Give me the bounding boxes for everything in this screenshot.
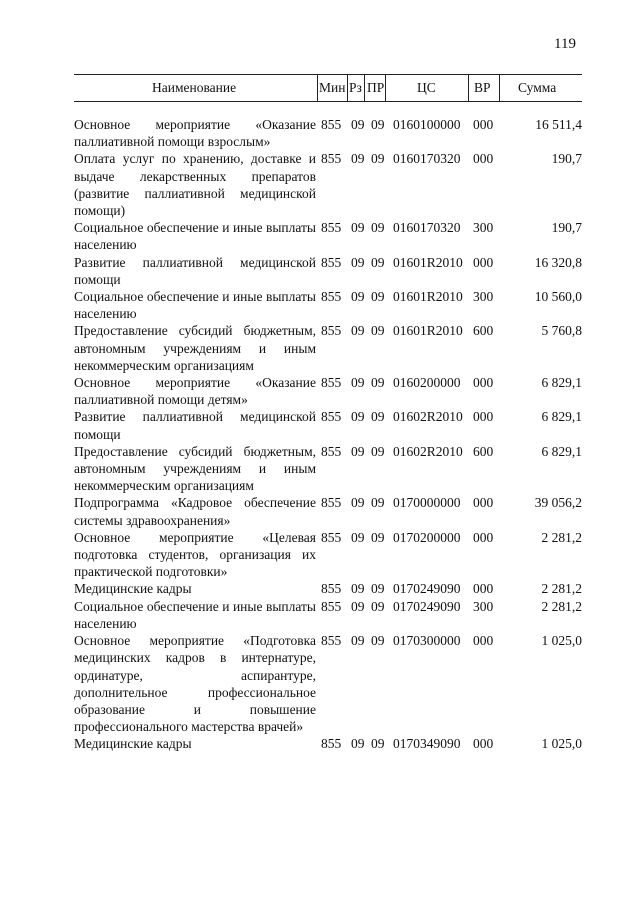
row-pr: 09 xyxy=(371,151,385,167)
table-header xyxy=(74,74,582,102)
header-cs: ЦС xyxy=(417,80,436,95)
row-cs: 0160100000 xyxy=(393,117,461,132)
row-cs: 0170000000 xyxy=(393,495,461,511)
row-sum: 16 320,8 xyxy=(534,254,582,270)
row-sum: 190,7 xyxy=(551,151,582,167)
row-min: 855 xyxy=(321,289,342,305)
header-rz: Рз xyxy=(349,80,362,95)
row-rz: 09 xyxy=(351,151,365,167)
row-min: 855 xyxy=(321,581,342,597)
row-min: 855 xyxy=(321,495,342,511)
row-vr: 300 xyxy=(473,598,494,614)
header-min: Мин xyxy=(319,80,346,95)
row-vr: 000 xyxy=(473,254,494,270)
row-vr: 600 xyxy=(473,323,494,339)
row-rz: 09 xyxy=(351,736,365,752)
row-pr: 09 xyxy=(371,117,385,132)
row-min: 855 xyxy=(321,323,342,339)
row-cs: 0170349090 xyxy=(393,736,461,752)
row-sum: 2 281,2 xyxy=(541,529,582,545)
row-vr: 000 xyxy=(473,736,494,752)
header-divider xyxy=(385,75,386,101)
table-row xyxy=(74,529,582,581)
row-name: Основное мероприятие «Целевая подготовка студентов, организация их практической подготовки» xyxy=(74,529,316,580)
row-pr: 09 xyxy=(371,220,385,236)
row-cs: 0160170320 xyxy=(393,151,461,167)
row-min: 855 xyxy=(321,443,342,459)
row-min: 855 xyxy=(321,117,342,132)
row-rz: 09 xyxy=(351,220,365,236)
row-rz: 09 xyxy=(351,117,365,132)
row-vr: 000 xyxy=(473,151,494,167)
table-row xyxy=(74,443,582,495)
row-cs: 01601R2010 xyxy=(393,323,463,339)
header-name: Наименование xyxy=(152,80,237,95)
row-vr: 000 xyxy=(473,581,494,597)
row-sum: 2 281,2 xyxy=(541,581,582,597)
row-pr: 09 xyxy=(371,375,385,391)
table-row xyxy=(74,632,582,735)
row-name: Основное мероприятие «Оказание паллиативной помощи детям» xyxy=(74,375,316,408)
budget-table xyxy=(74,74,582,752)
row-sum: 5 760,8 xyxy=(541,323,582,339)
table-row xyxy=(74,322,582,374)
row-pr: 09 xyxy=(371,443,385,459)
row-cs: 0170200000 xyxy=(393,529,461,545)
row-rz: 09 xyxy=(351,443,365,459)
row-name: Подпрограмма «Кадровое обеспечение системы здравоохранения» xyxy=(74,495,316,528)
header-pr: ПР xyxy=(367,80,385,95)
row-min: 855 xyxy=(321,220,342,236)
row-cs: 0170249090 xyxy=(393,598,461,614)
row-name: Социальное обеспечение и иные выплаты населению xyxy=(74,220,316,253)
row-min: 855 xyxy=(321,409,342,425)
row-sum: 6 829,1 xyxy=(541,443,582,459)
table-row xyxy=(74,580,582,597)
header-divider xyxy=(317,75,318,101)
row-pr: 09 xyxy=(371,736,385,752)
row-rz: 09 xyxy=(351,495,365,511)
table-row xyxy=(74,288,582,322)
row-cs: 0160200000 xyxy=(393,375,461,391)
row-sum: 6 829,1 xyxy=(541,375,582,391)
row-cs: 0170249090 xyxy=(393,581,461,597)
row-vr: 000 xyxy=(473,375,494,391)
row-cs: 01601R2010 xyxy=(393,289,463,305)
table-row xyxy=(74,598,582,632)
row-name: Основное мероприятие «Подготовка медицинских кадров в интернатуре, ординатуре, аспирантуре, дополнительное профессиональное образование и повышение профессионального мастерства врачей» xyxy=(74,633,316,735)
table-row xyxy=(74,254,582,288)
row-min: 855 xyxy=(321,633,342,649)
row-pr: 09 xyxy=(371,598,385,614)
row-cs: 01602R2010 xyxy=(393,409,463,425)
row-cs: 01601R2010 xyxy=(393,254,463,270)
row-name: Предоставление субсидий бюджетным, автономным учреждениям и иным некоммерческим организациям xyxy=(74,323,316,373)
table-row xyxy=(74,150,582,219)
row-rz: 09 xyxy=(351,529,365,545)
row-rz: 09 xyxy=(351,409,365,425)
header-divider xyxy=(499,75,500,101)
table-body xyxy=(74,116,582,753)
row-min: 855 xyxy=(321,736,342,752)
row-name: Оплата услуг по хранению, доставке и выдаче лекарственных препаратов (развитие паллиативной медицинской помощи) xyxy=(74,151,316,219)
row-sum: 6 829,1 xyxy=(541,409,582,425)
row-pr: 09 xyxy=(371,289,385,305)
row-sum: 1 025,0 xyxy=(541,736,582,752)
row-pr: 09 xyxy=(371,409,385,425)
row-rz: 09 xyxy=(351,323,365,339)
row-min: 855 xyxy=(321,598,342,614)
row-pr: 09 xyxy=(371,529,385,545)
row-sum: 2 281,2 xyxy=(541,598,582,614)
table-row xyxy=(74,116,582,150)
row-rz: 09 xyxy=(351,633,365,649)
row-cs: 0160170320 xyxy=(393,220,461,236)
table-row xyxy=(74,494,582,528)
row-pr: 09 xyxy=(371,323,385,339)
row-name: Социальное обеспечение и иные выплаты населению xyxy=(74,289,316,322)
row-cs: 0170300000 xyxy=(393,633,461,649)
table-row xyxy=(74,374,582,408)
row-vr: 000 xyxy=(473,633,494,649)
row-min: 855 xyxy=(321,375,342,391)
row-name: Основное мероприятие «Оказание паллиативной помощи взрослым» xyxy=(74,117,316,150)
header-divider xyxy=(364,75,365,101)
row-pr: 09 xyxy=(371,633,385,649)
header-sum: Сумма xyxy=(518,80,557,95)
row-cs: 01602R2010 xyxy=(393,443,463,459)
row-vr: 600 xyxy=(473,443,494,459)
row-name: Медицинские кадры xyxy=(74,736,192,752)
row-min: 855 xyxy=(321,151,342,167)
table-row xyxy=(74,219,582,253)
row-pr: 09 xyxy=(371,495,385,511)
row-name: Развитие паллиативной медицинской помощи xyxy=(74,254,316,287)
row-name: Предоставление субсидий бюджетным, автономным учреждениям и иным некоммерческим организациям xyxy=(74,443,316,494)
row-name: Развитие паллиативной медицинской помощи xyxy=(74,409,316,442)
row-rz: 09 xyxy=(351,254,365,270)
row-sum: 10 560,0 xyxy=(534,289,582,305)
row-name: Социальное обеспечение и иные выплаты населению xyxy=(74,598,316,631)
row-pr: 09 xyxy=(371,254,385,270)
row-vr: 000 xyxy=(473,409,494,425)
table-row xyxy=(74,735,582,752)
row-vr: 000 xyxy=(473,117,494,132)
row-rz: 09 xyxy=(351,581,365,597)
row-sum: 16 511,4 xyxy=(535,117,582,132)
row-vr: 000 xyxy=(473,529,494,545)
row-min: 855 xyxy=(321,529,342,545)
row-vr: 300 xyxy=(473,220,494,236)
row-rz: 09 xyxy=(351,598,365,614)
header-divider xyxy=(468,75,469,101)
row-min: 855 xyxy=(321,254,342,270)
row-sum: 39 056,2 xyxy=(534,495,582,511)
row-sum: 1 025,0 xyxy=(541,633,582,649)
row-pr: 09 xyxy=(371,581,385,597)
page-number: 119 xyxy=(554,36,576,52)
table-row xyxy=(74,408,582,442)
header-vr: ВР xyxy=(474,80,491,95)
row-sum: 190,7 xyxy=(551,220,582,236)
header-divider xyxy=(347,75,348,101)
row-vr: 300 xyxy=(473,289,494,305)
row-vr: 000 xyxy=(473,495,494,511)
row-rz: 09 xyxy=(351,375,365,391)
row-rz: 09 xyxy=(351,289,365,305)
row-name: Медицинские кадры xyxy=(74,581,192,597)
